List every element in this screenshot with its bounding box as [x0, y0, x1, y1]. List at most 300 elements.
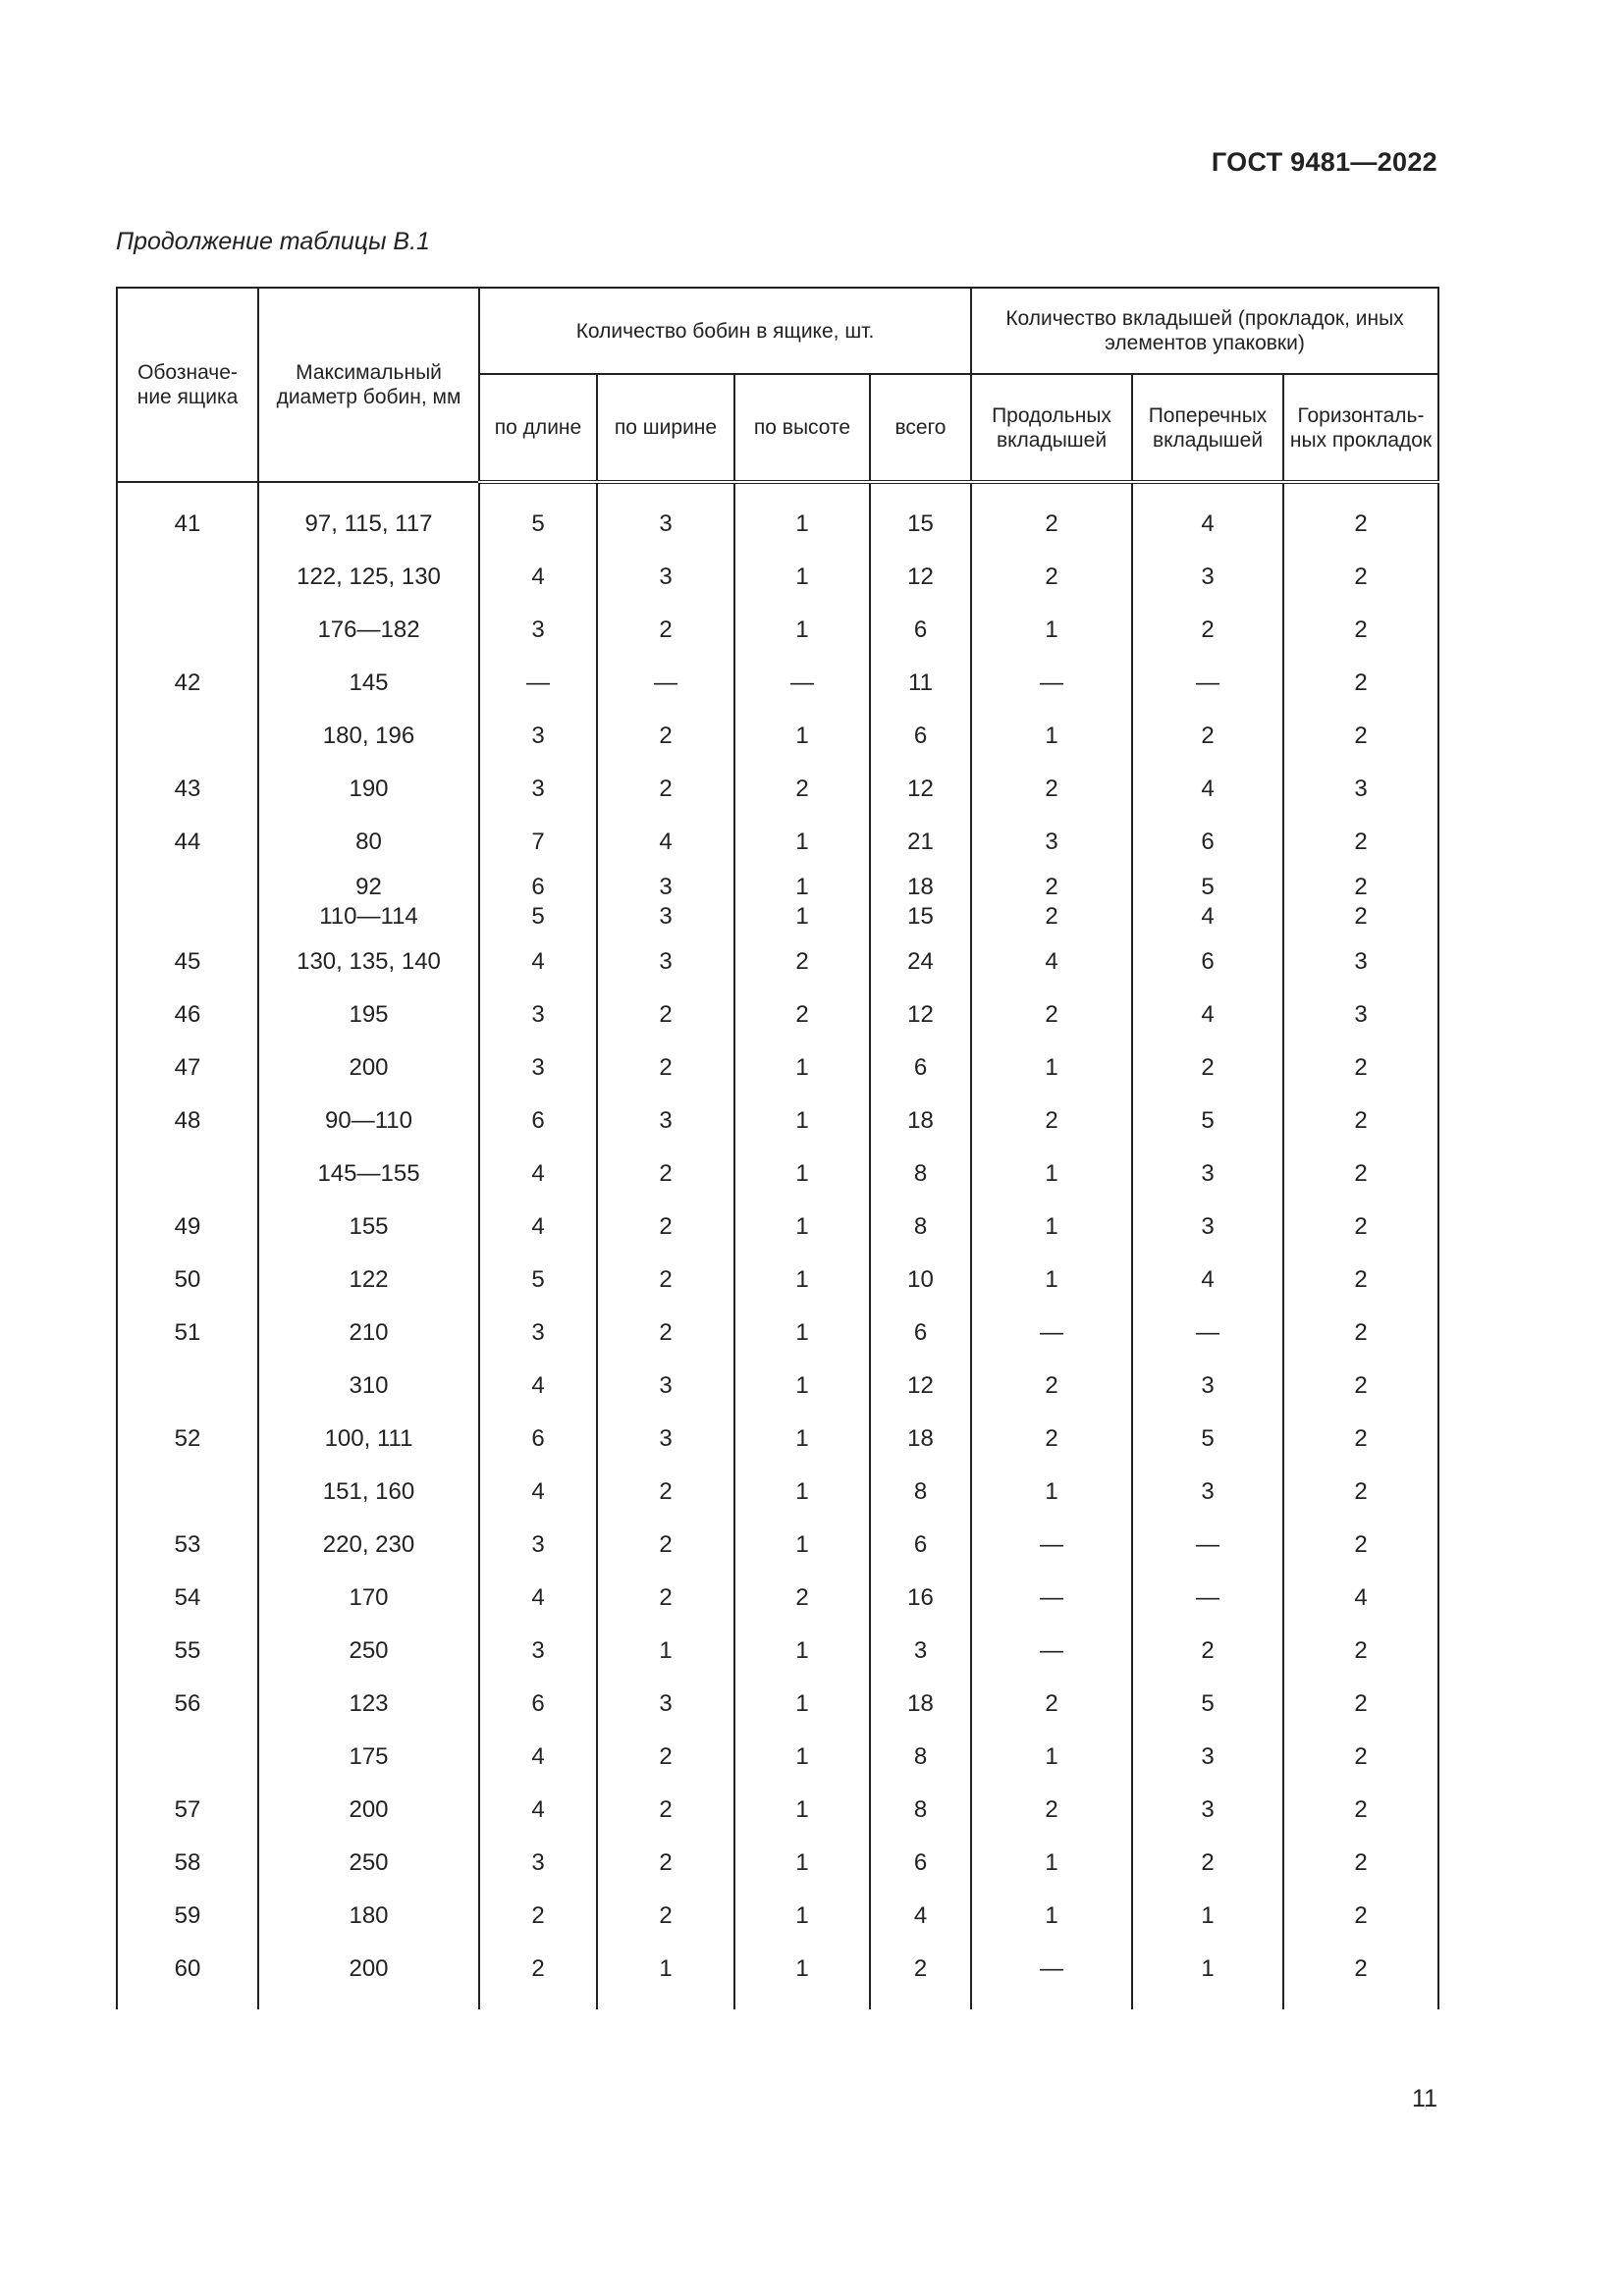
- cell-text: 2: [1354, 1054, 1368, 1081]
- table-row: [117, 1625, 1438, 1678]
- table-cell: [479, 1572, 597, 1625]
- cell-text: 2: [1354, 1902, 1368, 1929]
- table-cell: [1283, 1678, 1438, 1731]
- table-cell: [734, 935, 870, 988]
- cell-text: 8: [913, 1478, 928, 1505]
- table-cell: [734, 763, 870, 816]
- table-cell: [1283, 1254, 1438, 1307]
- cell-text: 58: [174, 1849, 201, 1876]
- table-cell: [971, 816, 1132, 869]
- table-cell: [117, 657, 258, 710]
- cell-text: 6: [531, 874, 545, 900]
- table-cell: [479, 816, 597, 869]
- table-cell: [258, 1254, 479, 1307]
- table-row: [117, 935, 1438, 988]
- cell-text: 1: [795, 1425, 809, 1452]
- table-cell: [1283, 710, 1438, 763]
- table-cell: [1132, 1943, 1283, 1996]
- cell-text: 1: [795, 1955, 809, 1982]
- table-cell: [597, 1148, 734, 1201]
- cell-text: 1: [795, 1266, 809, 1293]
- table-cell: [870, 1466, 971, 1519]
- cell-text: 8: [913, 1796, 928, 1823]
- cell-text: 1: [795, 1478, 809, 1505]
- header-box-designation: Обозначе-ние ящика: [117, 288, 258, 482]
- spacer-cell: [1283, 1996, 1438, 2009]
- table-cell: [258, 1201, 479, 1254]
- table-cell: [479, 1041, 597, 1095]
- cell-text: 4: [1201, 903, 1215, 930]
- table-cell: [870, 816, 971, 869]
- table-cell: [870, 869, 971, 935]
- cell-text: 6: [1201, 948, 1215, 975]
- cell-text: 2: [913, 1955, 928, 1982]
- cell-text: 1: [795, 1902, 809, 1929]
- cell-text: 2: [1045, 1107, 1058, 1134]
- spacer-cell: [734, 1996, 870, 2009]
- cell-text: 7: [531, 828, 545, 855]
- header-bobbin-quantity: Количество бобин в ящике, шт.: [479, 288, 971, 374]
- table-cell: [971, 1678, 1132, 1731]
- cell-text: 21: [907, 828, 934, 855]
- table-cell: [870, 1360, 971, 1413]
- cell-text: 1: [795, 510, 809, 537]
- table-cell: [971, 1307, 1132, 1360]
- cell-text: 151, 160: [322, 1478, 415, 1505]
- table-row: [117, 1307, 1438, 1360]
- header-max-diameter: Максимальный диаметр бобин, мм: [258, 288, 479, 482]
- table-cell: [479, 1148, 597, 1201]
- cell-text: 1: [1045, 1849, 1058, 1876]
- table-cell: [258, 1625, 479, 1678]
- table-cell: [1283, 869, 1438, 935]
- cell-text: 8: [913, 1743, 928, 1770]
- table-cell: [117, 1784, 258, 1837]
- cell-text: 2: [1354, 1849, 1368, 1876]
- cell-text: 3: [531, 1001, 545, 1028]
- cell-text: 18: [907, 1425, 934, 1452]
- cell-text: 6: [1201, 828, 1215, 855]
- cell-text: 3: [1201, 1160, 1215, 1187]
- cell-text: 2: [1201, 722, 1215, 749]
- table-row: [117, 1041, 1438, 1095]
- table-cell: [1283, 1201, 1438, 1254]
- table-cell: [258, 1943, 479, 1996]
- cell-text: 2: [1354, 563, 1368, 590]
- spacer-cell: [870, 1996, 971, 2009]
- cell-text: 110—114: [319, 903, 418, 930]
- table-cell: [734, 710, 870, 763]
- cell-text: 2: [1354, 903, 1368, 930]
- cell-text: 2: [1354, 1266, 1368, 1293]
- spacer-cell: [479, 1996, 597, 2009]
- table-cell: [479, 657, 597, 710]
- table-cell: [117, 1466, 258, 1519]
- table-cell: [1132, 1413, 1283, 1466]
- cell-text: 15: [907, 510, 934, 537]
- table-cell: [597, 657, 734, 710]
- cell-text: 2: [1045, 510, 1058, 537]
- cell-text: 2: [1354, 616, 1368, 643]
- cell-text: 3: [1201, 1372, 1215, 1399]
- table-cell: [870, 604, 971, 657]
- cell-text: 2: [659, 1796, 673, 1823]
- table-row: [117, 1413, 1438, 1466]
- table-cell: [971, 551, 1132, 604]
- cell-text: 12: [907, 563, 934, 590]
- table-cell: [870, 1148, 971, 1201]
- cell-text: 1: [795, 1319, 809, 1346]
- cell-text: 123: [349, 1690, 389, 1717]
- table-cell: [479, 1519, 597, 1572]
- cell-text: 2: [659, 1743, 673, 1770]
- table-cell: [1132, 1095, 1283, 1148]
- table-cell: [734, 1731, 870, 1784]
- table-cell: [734, 1625, 870, 1678]
- cell-text: 2: [659, 1054, 673, 1081]
- table-cell: [479, 1943, 597, 1996]
- cell-text: 6: [531, 1425, 545, 1452]
- table-cell: [117, 1572, 258, 1625]
- table-cell: [1283, 1519, 1438, 1572]
- table-cell: [479, 1678, 597, 1731]
- table-cell: [870, 935, 971, 988]
- table-cell: [597, 1095, 734, 1148]
- cell-text: 2: [1354, 510, 1368, 537]
- header-qty-height: по высоте: [734, 374, 870, 482]
- table-cell: [971, 1360, 1132, 1413]
- table-cell: [117, 498, 258, 551]
- cell-text: 2: [659, 775, 673, 802]
- cell-text: 4: [913, 1902, 928, 1929]
- table-cell: [1132, 1572, 1283, 1625]
- table-cell: [117, 551, 258, 604]
- table-cell: [258, 1731, 479, 1784]
- cell-text: 1: [795, 616, 809, 643]
- table-cell: [1132, 1731, 1283, 1784]
- table-cell: [597, 1731, 734, 1784]
- table-cell: [971, 604, 1132, 657]
- table-row: [117, 1254, 1438, 1307]
- table-cell: [870, 988, 971, 1041]
- cell-text: 2: [1045, 874, 1058, 900]
- table-cell: [258, 710, 479, 763]
- table-cell: [870, 551, 971, 604]
- cell-text: 195: [349, 1001, 389, 1028]
- table-cell: [1283, 498, 1438, 551]
- table-row: [117, 988, 1438, 1041]
- cell-text: 170: [349, 1584, 389, 1611]
- cell-text: 5: [531, 510, 545, 537]
- table-cell: [597, 1413, 734, 1466]
- table-cell: [117, 1890, 258, 1943]
- table-cell: [258, 1148, 479, 1201]
- cell-text: 1: [659, 1637, 673, 1664]
- table-cell: [597, 988, 734, 1041]
- table-cell: [597, 1519, 734, 1572]
- cell-text: 6: [913, 1531, 928, 1558]
- cell-text: 3: [1201, 1743, 1215, 1770]
- cell-text: 2: [795, 1584, 809, 1611]
- table-cell: [870, 657, 971, 710]
- cell-text: 145—155: [317, 1160, 420, 1187]
- cell-text: 1: [1045, 1266, 1058, 1293]
- cell-text: 2: [1354, 722, 1368, 749]
- cell-text: 1: [795, 1743, 809, 1770]
- cell-text: 2: [1354, 828, 1368, 855]
- cell-text: 4: [531, 563, 545, 590]
- table-cell: [597, 816, 734, 869]
- table-cell: [597, 763, 734, 816]
- table-cell: [734, 1148, 870, 1201]
- cell-text: 2: [1354, 1372, 1368, 1399]
- table-cell: [870, 763, 971, 816]
- cell-text: 3: [913, 1637, 928, 1664]
- table-cell: [117, 1519, 258, 1572]
- table-cell: [1132, 1678, 1283, 1731]
- cell-text: 2: [1354, 1107, 1368, 1134]
- table-cell: [734, 1784, 870, 1837]
- table-row: [117, 551, 1438, 604]
- cell-text: 2: [659, 1213, 673, 1240]
- cell-text: 2: [1354, 1213, 1368, 1240]
- cell-text: 2: [1201, 616, 1215, 643]
- table-row: [117, 498, 1438, 551]
- table-cell: [479, 710, 597, 763]
- table-cell: [1132, 763, 1283, 816]
- cell-text: 190: [349, 775, 389, 802]
- cell-text: 5: [1201, 874, 1215, 900]
- cell-text: 4: [659, 828, 673, 855]
- cell-text: 3: [1201, 563, 1215, 590]
- cell-text: 130, 135, 140: [297, 948, 441, 975]
- table-cell: [1283, 1837, 1438, 1890]
- table-cell: [734, 604, 870, 657]
- cell-text: 92: [355, 874, 382, 900]
- table-cell: [258, 1360, 479, 1413]
- table-cell: [971, 1731, 1132, 1784]
- cell-text: 5: [1201, 1690, 1215, 1717]
- cell-text: —: [526, 669, 550, 696]
- cell-text: 1: [1045, 722, 1058, 749]
- table-caption: Продолжение таблицы В.1: [116, 228, 430, 255]
- table-cell: [479, 935, 597, 988]
- cell-text: 180, 196: [322, 722, 415, 749]
- cell-text: 4: [1045, 948, 1058, 975]
- table-cell: [1283, 1572, 1438, 1625]
- cell-text: 1: [659, 1955, 673, 1982]
- header-qty-width: по ширине: [597, 374, 734, 482]
- header-longitudinal-inserts: Продольных вкладышей: [971, 374, 1132, 482]
- cell-text: 4: [531, 1796, 545, 1823]
- cell-text: 55: [174, 1637, 201, 1664]
- table-cell: [734, 1307, 870, 1360]
- cell-text: 4: [531, 1372, 545, 1399]
- cell-text: —: [1196, 1319, 1219, 1346]
- table-cell: [258, 1095, 479, 1148]
- table-cell: [734, 1413, 870, 1466]
- spacer-cell: [1132, 1996, 1283, 2009]
- spacer-cell: [971, 1996, 1132, 2009]
- cell-text: 180: [349, 1902, 389, 1929]
- table-cell: [870, 1943, 971, 1996]
- cell-text: 2: [1045, 1001, 1058, 1028]
- cell-text: 49: [174, 1213, 201, 1240]
- table-cell: [971, 1784, 1132, 1837]
- header-transverse-inserts: Поперечных вкладышей: [1132, 374, 1283, 482]
- table-cell: [870, 1041, 971, 1095]
- table-cell: [479, 988, 597, 1041]
- cell-text: 2: [1354, 1160, 1368, 1187]
- cell-text: 18: [907, 874, 934, 900]
- cell-text: 3: [659, 874, 673, 900]
- cell-text: 3: [659, 510, 673, 537]
- table-row: [117, 1519, 1438, 1572]
- table-row: [117, 1678, 1438, 1731]
- table-cell: [597, 1678, 734, 1731]
- cell-text: 3: [659, 1107, 673, 1134]
- cell-text: 3: [531, 1054, 545, 1081]
- cell-text: 2: [1354, 1637, 1368, 1664]
- cell-text: —: [790, 669, 814, 696]
- table-cell: [597, 710, 734, 763]
- cell-text: 3: [659, 563, 673, 590]
- table-cell: [258, 1519, 479, 1572]
- table-row: [117, 657, 1438, 710]
- table-cell: [117, 1201, 258, 1254]
- table-cell: [1132, 657, 1283, 710]
- cell-text: 1: [795, 828, 809, 855]
- table-cell: [971, 1943, 1132, 1996]
- cell-text: 24: [907, 948, 934, 975]
- table-cell: [258, 816, 479, 869]
- cell-text: 1: [1045, 1213, 1058, 1240]
- cell-text: 2: [1354, 1690, 1368, 1717]
- table-cell: [1132, 935, 1283, 988]
- cell-text: 2: [1045, 903, 1058, 930]
- table-cell: [971, 869, 1132, 935]
- table-cell: [597, 869, 734, 935]
- cell-text: 1: [1045, 1478, 1058, 1505]
- cell-text: 3: [659, 903, 673, 930]
- table-cell: [870, 1519, 971, 1572]
- cell-text: 1: [795, 903, 809, 930]
- table-cell: [971, 1254, 1132, 1307]
- table-cell: [1132, 1625, 1283, 1678]
- cell-text: 3: [531, 722, 545, 749]
- table-cell: [258, 1890, 479, 1943]
- cell-text: 122: [349, 1266, 389, 1293]
- cell-text: 2: [659, 722, 673, 749]
- table-cell: [117, 1148, 258, 1201]
- table-row: [117, 1837, 1438, 1890]
- cell-text: 200: [349, 1955, 389, 1982]
- table-cell: [1283, 551, 1438, 604]
- table-cell: [971, 988, 1132, 1041]
- page-number: 11: [1412, 2085, 1437, 2112]
- cell-text: 1: [795, 1213, 809, 1240]
- table-cell: [1132, 988, 1283, 1041]
- cell-text: 1: [1045, 616, 1058, 643]
- table-cell: [597, 604, 734, 657]
- cell-text: 176—182: [317, 616, 420, 643]
- table-cell: [479, 1466, 597, 1519]
- cell-text: —: [1196, 669, 1219, 696]
- cell-text: 1: [795, 1372, 809, 1399]
- cell-text: 1: [795, 1054, 809, 1081]
- table-cell: [971, 1625, 1132, 1678]
- cell-text: 200: [349, 1054, 389, 1081]
- cell-text: 3: [531, 1319, 545, 1346]
- cell-text: 2: [1045, 1690, 1058, 1717]
- table-cell: [870, 1201, 971, 1254]
- table-cell: [971, 763, 1132, 816]
- cell-text: 1: [795, 1107, 809, 1134]
- table-cell: [597, 1201, 734, 1254]
- cell-text: 2: [1045, 1425, 1058, 1452]
- table-cell: [1132, 551, 1283, 604]
- table-cell: [479, 604, 597, 657]
- table-cell: [597, 1466, 734, 1519]
- table-cell: [870, 1307, 971, 1360]
- table-cell: [734, 1943, 870, 1996]
- cell-text: 2: [795, 775, 809, 802]
- cell-text: 2: [1045, 563, 1058, 590]
- cell-text: 5: [1201, 1425, 1215, 1452]
- cell-text: 6: [913, 1849, 928, 1876]
- cell-text: 2: [531, 1902, 545, 1929]
- table-cell: [1283, 1360, 1438, 1413]
- cell-text: 1: [1201, 1955, 1215, 1982]
- table-cell: [258, 1307, 479, 1360]
- cell-text: —: [1040, 1319, 1063, 1346]
- table-cell: [734, 1466, 870, 1519]
- cell-text: 2: [795, 1001, 809, 1028]
- table-cell: [117, 710, 258, 763]
- header-qty-total: всего: [870, 374, 971, 482]
- cell-text: 59: [174, 1902, 201, 1929]
- table-cell: [258, 551, 479, 604]
- cell-text: 2: [659, 1319, 673, 1346]
- table-cell: [597, 1041, 734, 1095]
- cell-text: 2: [1201, 1637, 1215, 1664]
- table-cell: [870, 1731, 971, 1784]
- cell-text: 4: [531, 948, 545, 975]
- cell-text: 2: [1354, 1425, 1368, 1452]
- table-cell: [597, 1890, 734, 1943]
- cell-text: 1: [795, 1849, 809, 1876]
- table-cell: [117, 1254, 258, 1307]
- cell-text: 12: [907, 1001, 934, 1028]
- table-cell: [258, 1572, 479, 1625]
- cell-text: 6: [913, 1319, 928, 1346]
- cell-text: 122, 125, 130: [297, 563, 441, 590]
- cell-text: —: [1196, 1531, 1219, 1558]
- cell-text: 3: [659, 1690, 673, 1717]
- table-cell: [870, 1784, 971, 1837]
- cell-text: —: [1040, 1531, 1063, 1558]
- table-cell: [258, 1678, 479, 1731]
- cell-text: 2: [1045, 775, 1058, 802]
- cell-text: 2: [659, 1266, 673, 1293]
- table-cell: [1132, 1307, 1283, 1360]
- table-cell: [258, 1413, 479, 1466]
- cell-text: 2: [659, 1478, 673, 1505]
- cell-text: 8: [913, 1213, 928, 1240]
- cell-text: 4: [1201, 510, 1215, 537]
- table-cell: [870, 1678, 971, 1731]
- cell-text: 1: [795, 722, 809, 749]
